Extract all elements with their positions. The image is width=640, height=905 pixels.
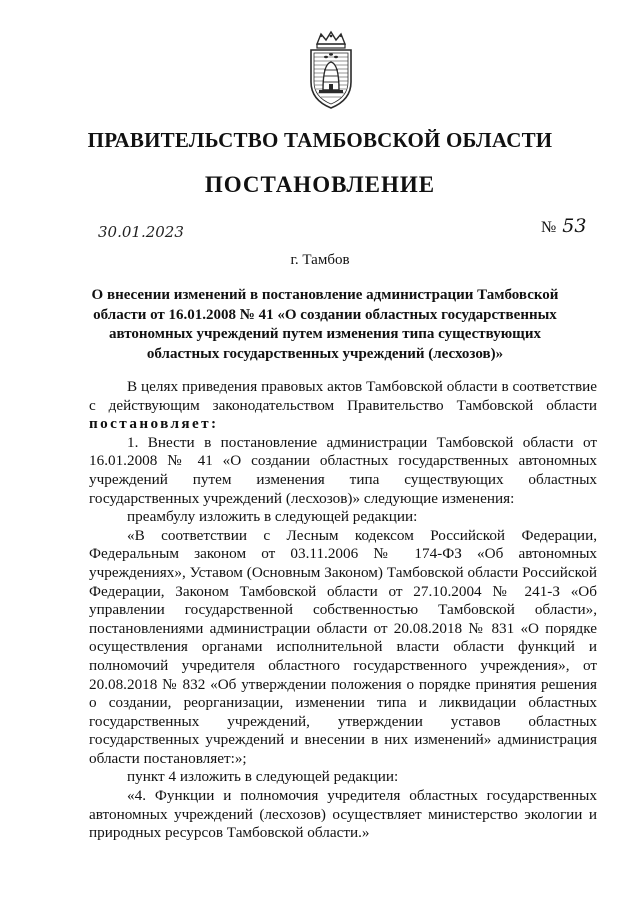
point-4-intro-paragraph: пункт 4 изложить в следующей редакции: [127,768,399,786]
document-body [89,378,597,843]
government-name: ПРАВИТЕЛЬСТВО ТАМБОВСКОЙ ОБЛАСТИ [87,128,553,152]
preamble-intro-paragraph: преамбулу изложить в следующей редакции: [127,508,418,526]
intro-verb: постановляет: [89,415,219,433]
document-date: 30.01.2023 [98,223,184,241]
document-number [541,215,586,237]
point-4-text-paragraph: «4. Функции и полномочия учредителя областных государственных автономных учреждений (лесхозов) осуществляет министерство экологии и природных ресурсов Тамбовской области.» [89,787,597,842]
document-title: О внесении изменений в постановление администрации Тамбовской области от 16.01.2008 № 41 «О создании областных государственных автономных учреждений путем изменения типа существующих областных государственных учреждений (лесхозов)» [91,287,559,362]
item-1-paragraph: 1. Внести в постановление администрации Тамбовской области от 16.01.2008 № 41 «О создании областных государственных автономных учреждений путем изменения типа существующих областных государственных учреждений (лесхозов)» следующие изменения: [89,433,597,507]
number-prefix: № [541,219,557,236]
document-type: ПОСТАНОВЛЕНИЕ [204,172,436,197]
intro-paragraph [89,378,597,434]
preamble-text-paragraph: «В соответствии с Лесным кодексом Российской Федерации, Федеральным законом от 03.11.2006 № 174-ФЗ «Об автономных учреждениях», Уставом (Основным Законом) Тамбовской области Российской Федерации, Законом Тамбовской области от 27.10.2004 № 241-З «Об управлении государственной собственностью Тамбовской области», постановлениями администрации области от 20.08.2018 № 831 «О порядке осуществления органами исполнительной власти области функций и полномочий учредителя областного государственного учреждения», от 20.08.2018 № 832 «Об утверждении положения о порядке принятия решения о создании, реорганизации, изменении типа и ликвидации областных государственных учреждений, утверждении уставов областных государственных учреждений и внесении в них изменений» администрация области постановляет:»; [89,526,597,767]
city: г. Тамбов [290,252,350,268]
intro-text: В целях приведения правовых актов Тамбовской области в соответствие с действующим законодательством Правительство Тамбовской области [89,378,597,414]
coat-of-arms-icon [299,30,363,112]
number-value: 53 [562,215,587,237]
